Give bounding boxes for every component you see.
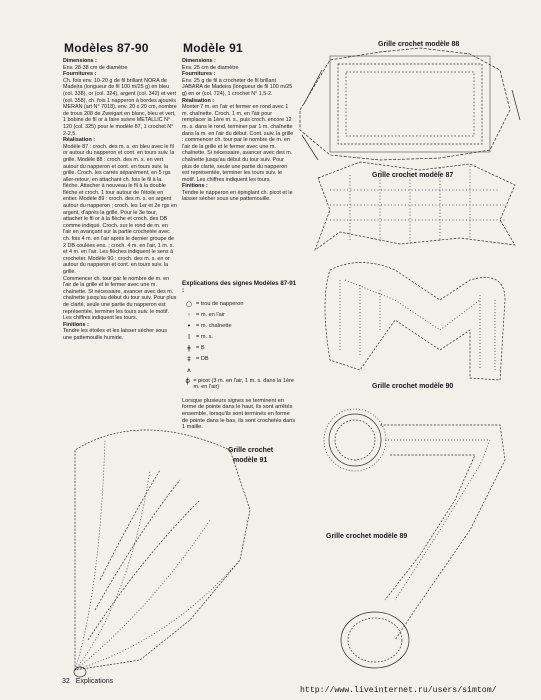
grid-88-diagram: [300, 48, 520, 160]
source-url: http://www.liveinternet.ru/users/simtom/: [300, 686, 497, 695]
paragraph: Env. 25 cm de diamètre: [182, 64, 239, 71]
legend-symbol: ⩚: [187, 365, 191, 374]
legend-text: = B: [196, 344, 205, 351]
page-number: 32: [62, 678, 70, 685]
page-footer: [62, 678, 113, 685]
legend-text: = m. en l'air: [196, 311, 225, 318]
legend-symbol: ‡: [187, 354, 191, 363]
label-grid-90: Grille crochet modèle 90: [372, 383, 454, 390]
grid-90-diagram: [325, 263, 505, 381]
section-heading: Fournitures :: [182, 71, 216, 78]
title-model-91: Modèle 91: [183, 41, 243, 55]
instructions-model-91: [182, 58, 294, 203]
legend-row: [182, 334, 297, 345]
paragraph: Ch. fois env. 10-20 g de fil brillant NORA de Madeira (longueur de fil 100 m/25 g) en bleu (col. 338), or (col. 324), argent (col. 342) et vert (col. 358), ch. fois 1 napperon à bordes ajourés MERAN (art N° 7018), env. 20 x 20 cm, nombre de trous 208 de Zweigart en blanc, bleu et vert, 1 bobine de fil or à faire suivre METALLIC N° 120 (col. 325) pour le modèle 87, 1 crochet N° 2-2,5.: [63, 77, 177, 137]
paragraph: Tendre le napperon en épinglant ch. picot et le laisser sécher sous une pattemouille.: [182, 189, 293, 203]
label-grid-91-line1: Grille crochet: [228, 447, 274, 454]
legend-note: Lorsque plusieurs signes se terminent en forme de pointe dans le haut, ils sont arrêtés ensemble, lorsqu'ils sont terminés en forme de pointe dans le bas, ils sont crochetés dans 1 maille.: [182, 397, 296, 431]
legend-row: [182, 345, 297, 356]
section-heading: Finitions :: [182, 183, 208, 190]
legend-title: Explications des signes Modèles 87-91 :: [182, 280, 297, 295]
legend-symbol: ϕ: [185, 376, 190, 385]
paragraph: Env. 28-38 cm de diamètre: [63, 64, 128, 71]
legend-text: = m. s.: [196, 333, 213, 340]
legend-symbol: •: [186, 321, 192, 330]
legend-text: = m. chaînette: [196, 322, 232, 329]
legend-text: = picot (3 m. en l'air, 1 m. s. dans la 1ère m. en l'air): [193, 377, 295, 391]
legend-text: = trou de napperon: [196, 300, 244, 307]
legend-symbol: I: [187, 332, 191, 341]
paragraph: Modèle 87 : croch. des m. s. en bleu avec le fil or autour du napperon et cont. en tours suiv. la grille. Modèle 88 : croch. des m. s. en vert autour du napperon et cont. en tours suiv. la grille. Croch. les carrés séparément, en 5 rgs aller-retour, en attachant ch. fois le fil à la flèche. Attacher à nouveau le fil à la double flèche et croch. 1 tour autour de l'étoile en entier. Modèle 89 : croch. des m. s. en argent autour du napperon ; croch. les 1er et 2e rgs en argent, d'après la grille. Pour le 3e tour, attacher le fil or à la flèche et croch. des DB comme indiqué. Croch. sur le rond de m. en l'air en avançant sur la partie crochetée avec ch. fois 4 m. en l'air après le dernier groupe de 2 DB coulées ens. ; croch. 4 m. en l'air, 1 m. s. et 4 m. en l'air. Les flèches indiquent le sens à crocheter. Modèle 90 : croch. des m. s. en or autour du napperon et cont. en tours suiv. la grille.: [63, 143, 177, 275]
legend-text: = DB: [196, 355, 209, 362]
grid-91-diagram: [74, 430, 250, 677]
instructions-models-87-90: [63, 58, 177, 342]
legend-row: [182, 356, 297, 367]
section-heading: Dimensions :: [182, 58, 216, 64]
label-grid-88: Grille crochet modèle 88: [378, 41, 460, 48]
legend-symbol: ◦: [186, 310, 192, 319]
paragraph: Env. 25 g de fil à crocheter de fil brillant JABARA de Madeira (longueur de fil 100 m/25 g) en or (col. 724), 1 crochet N° 1,5-2.: [182, 77, 293, 97]
section-heading: Fournitures :: [63, 71, 97, 78]
legend-symbol: ○: [185, 299, 193, 308]
legend-row: [182, 301, 297, 312]
label-grid-89: Grille crochet modèle 89: [326, 533, 408, 540]
symbol-legend: [182, 280, 297, 431]
title-models-87-90: Modèles 87-90: [64, 41, 149, 55]
section-heading: Dimensions :: [63, 58, 97, 64]
legend-row: [182, 312, 297, 323]
section-heading: Finitions :: [63, 321, 89, 328]
label-grid-87: Grille crochet modèle 87: [372, 172, 454, 179]
legend-row: [182, 323, 297, 334]
paragraph: Monter 7 m. en l'air et fermer en rond avec 1 m. chaînette. Croch. 1 m. en l'air pour remplacer la 1ère m. s., puis croch. encore 12 m. s. dans le rond, terminer par 1 m. chaînette dans la m. en l'air du début. Cont. suiv. la grille : commencer ch. tour par le nombre de m. en l'air de la grille et le fermer avec une m. chaînette. Si nécessaire, avancer avec des m. chaînette jusqu'au début du tour suiv. Pour plus de clarté, seule une partie du napperon est représentée, terminer les tours suiv. le motif. Les chiffres indiquent les tours.: [182, 104, 294, 183]
label-grid-91-line2: modèle 91: [233, 457, 268, 464]
section-name: Explications: [75, 678, 114, 685]
legend-symbol: ǂ: [187, 343, 191, 352]
legend-row: [182, 367, 297, 378]
section-heading: Réalisation :: [182, 97, 215, 104]
paragraph: Commencer ch. tour par le nombre de m. en l'air de la grille et le fermer avec une m. chaînette. Si nécessaire, avancer avec des m. chaînette jusqu'au début du tour suiv. Pour plus de clarté, seule une partie du napperon est représentée, terminer les tours suiv. le motif. Les chiffres indiquent les tours.: [63, 275, 177, 322]
section-heading: Réalisation :: [63, 137, 96, 144]
legend-row: [182, 378, 297, 394]
paragraph: Tendre les étoiles et les laisser sécher sous une pattemouille humide.: [63, 328, 167, 341]
